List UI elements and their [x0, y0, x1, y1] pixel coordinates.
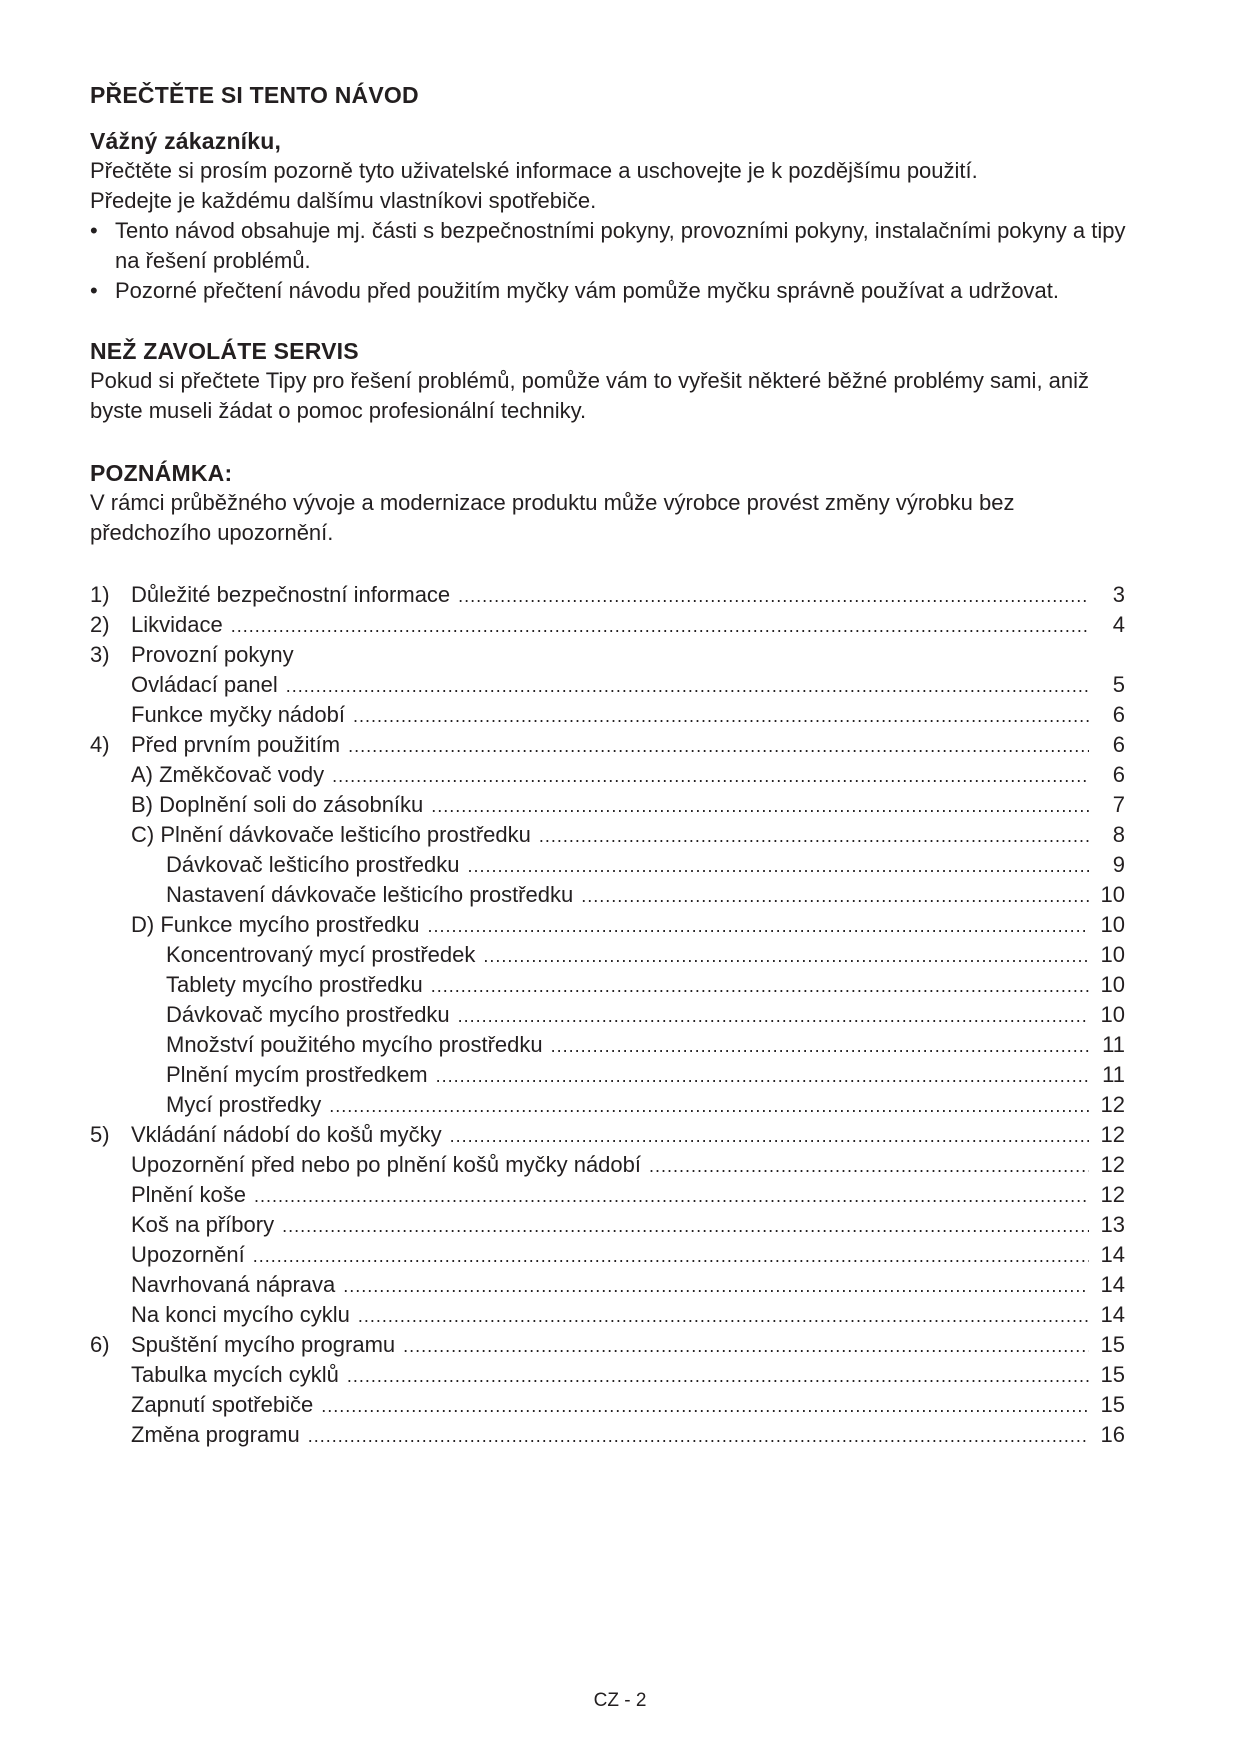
toc-entry: [90, 1420, 1125, 1450]
toc-entry-number: 5): [90, 1122, 110, 1147]
toc-entry: [90, 1210, 1125, 1240]
toc-dot-leader: [649, 1151, 1089, 1181]
toc-entry-page: 3: [1112, 582, 1125, 607]
toc-dot-leader: [308, 1421, 1089, 1451]
toc-dot-leader: [403, 1331, 1089, 1361]
toc-entry-page: 10: [1100, 972, 1125, 997]
toc-entry-page: 12: [1100, 1122, 1125, 1147]
toc-entry: [90, 1360, 1125, 1390]
toc-dot-leader: [458, 1001, 1089, 1031]
toc-entry-number: 3): [90, 642, 110, 667]
toc-dot-leader: [431, 971, 1089, 1001]
toc-dot-leader: [353, 701, 1089, 731]
toc-dot-leader: [347, 1361, 1089, 1391]
toc-entry-title: Množství použitého mycího prostředku: [166, 1032, 543, 1057]
intro-bullet-list: [90, 216, 1130, 306]
toc-entry: [90, 1000, 1125, 1030]
toc-dot-leader: [231, 611, 1089, 641]
toc-dot-leader: [358, 1301, 1089, 1331]
toc-entry: [90, 1150, 1125, 1180]
toc-entry: [90, 1270, 1125, 1300]
toc-entry-title: Upozornění před nebo po plnění košů myčky nádobí: [131, 1152, 641, 1177]
toc-entry-title: Tablety mycího prostředku: [166, 972, 423, 997]
toc-dot-leader: [321, 1391, 1089, 1421]
toc-entry-page: 12: [1100, 1152, 1125, 1177]
toc-dot-leader: [436, 1061, 1089, 1091]
toc-entry-page: 14: [1100, 1272, 1125, 1297]
toc-entry-title: Funkce myčky nádobí: [131, 702, 345, 727]
page-number: CZ - 2: [593, 1690, 647, 1711]
toc-entry-page: 11: [1102, 1032, 1125, 1057]
toc-entry: [90, 820, 1125, 850]
toc-entry-title: Nastavení dávkovače lešticího prostředku: [166, 882, 574, 907]
toc-dot-leader: [428, 911, 1089, 941]
salutation: Vážný zákazníku,: [90, 128, 282, 154]
toc-entry: [90, 970, 1125, 1000]
toc-entry-title: A) Změkčovač vody: [131, 762, 325, 787]
toc-entry: [90, 1090, 1125, 1120]
toc-dot-leader: [254, 1181, 1089, 1211]
toc-entry-title: Plnění koše: [131, 1182, 246, 1207]
toc-entry: [90, 640, 1125, 670]
toc-entry-page: 16: [1100, 1422, 1125, 1447]
toc-entry: [90, 1120, 1125, 1150]
toc-entry-page: 14: [1100, 1242, 1125, 1267]
toc-entry-page: 11: [1102, 1062, 1125, 1087]
toc-entry-page: 15: [1100, 1392, 1125, 1417]
toc-entry: [90, 610, 1125, 640]
toc-entry-title: C) Plnění dávkovače lešticího prostředku: [131, 822, 531, 847]
toc-entry-title: Likvidace: [131, 612, 223, 637]
toc-dot-leader: [551, 1031, 1089, 1061]
intro-line-2: Předejte je každému dalšímu vlastníkovi spotřebiče.: [90, 188, 597, 213]
toc-entry-page: 10: [1100, 912, 1125, 937]
intro-bullet-text: Tento návod obsahuje mj. části s bezpečnostními pokyny, provozními pokyny, instalačními pokyny a tipy na řešení problémů.: [115, 218, 1126, 273]
toc-entry-number: 1): [90, 582, 110, 607]
toc-entry-page: 7: [1112, 792, 1125, 817]
toc-entry-title: Koncentrovaný mycí prostředek: [166, 942, 476, 967]
intro-bullet: [90, 216, 1130, 276]
toc-entry-page: 8: [1112, 822, 1125, 847]
bullet-icon: •: [90, 278, 98, 303]
toc-entry: [90, 790, 1125, 820]
toc-entry-page: 5: [1112, 672, 1125, 697]
toc-entry-page: 15: [1100, 1362, 1125, 1387]
toc-entry: [90, 940, 1125, 970]
toc-entry-title: Ovládací panel: [131, 672, 278, 697]
toc-entry-number: 4): [90, 732, 110, 757]
toc-entry-title: Dávkovač lešticího prostředku: [166, 852, 460, 877]
toc-entry: [90, 1390, 1125, 1420]
toc-entry: [90, 1030, 1125, 1060]
toc-dot-leader: [282, 1211, 1089, 1241]
toc-entry-title: Vkládání nádobí do košů myčky: [131, 1122, 442, 1147]
toc-dot-leader: [431, 791, 1089, 821]
intro-bullet: [90, 276, 1130, 306]
toc-entry-title: Zapnutí spotřebiče: [131, 1392, 314, 1417]
toc-dot-leader: [467, 851, 1089, 881]
intro-line-1: Přečtěte si prosím pozorně tyto uživatelské informace a uschovejte je k pozdějšímu použití.: [90, 158, 978, 183]
toc-entry-title: Koš na příbory: [131, 1212, 275, 1237]
toc-entry-page: 6: [1112, 732, 1125, 757]
toc-entry: [90, 1240, 1125, 1270]
toc-dot-leader: [329, 1091, 1089, 1121]
toc-entry-page: 15: [1100, 1332, 1125, 1357]
toc-entry-title: Důležité bezpečnostní informace: [131, 582, 451, 607]
toc-entry: [90, 760, 1125, 790]
manual-page: [90, 80, 1130, 1450]
service-section: [90, 336, 1130, 426]
toc-entry: [90, 1060, 1125, 1090]
toc-dot-leader: [458, 581, 1089, 611]
toc-entry-page: 6: [1112, 702, 1125, 727]
toc-dot-leader: [450, 1121, 1089, 1151]
toc-entry-number: 6): [90, 1332, 110, 1357]
toc-entry-page: 4: [1112, 612, 1125, 637]
toc-entry-title: Změna programu: [131, 1422, 300, 1447]
toc-entry-number: 2): [90, 612, 110, 637]
toc-entry-title: Provozní pokyny: [131, 642, 294, 667]
toc-entry-page: 10: [1100, 1002, 1125, 1027]
toc-entry-page: 14: [1100, 1302, 1125, 1327]
toc-entry-title: Dávkovač mycího prostředku: [166, 1002, 450, 1027]
toc-entry-page: 10: [1100, 882, 1125, 907]
toc-entry: [90, 1300, 1125, 1330]
note-text: V rámci průběžného vývoje a modernizace produktu může výrobce provést změny výrobku bez předchozího upozornění.: [90, 490, 1015, 545]
toc-entry: [90, 1180, 1125, 1210]
toc-entry: [90, 670, 1125, 700]
intro-section: [90, 126, 1130, 306]
note-section: [90, 458, 1130, 548]
bullet-icon: •: [90, 218, 98, 243]
toc-dot-leader: [286, 671, 1089, 701]
toc-entry-page: 12: [1100, 1182, 1125, 1207]
toc-dot-leader: [483, 941, 1089, 971]
table-of-contents: [90, 580, 1125, 1450]
toc-dot-leader: [348, 731, 1089, 761]
service-text: Pokud si přečtete Tipy pro řešení problémů, pomůže vám to vyřešit některé běžné problémy sami, aniž byste museli žádat o pomoc profesionální techniky.: [90, 368, 1090, 423]
note-heading: POZNÁMKA:: [90, 460, 233, 486]
toc-entry-page: 6: [1112, 762, 1125, 787]
toc-dot-leader: [581, 881, 1089, 911]
toc-entry: [90, 880, 1125, 910]
toc-entry-page: 12: [1100, 1092, 1125, 1117]
service-heading: NEŽ ZAVOLÁTE SERVIS: [90, 338, 359, 364]
toc-entry-title: Před prvním použitím: [131, 732, 341, 757]
toc-entry-page: 9: [1112, 852, 1125, 877]
toc-entry-page: 10: [1100, 942, 1125, 967]
intro-bullet-text: Pozorné přečtení návodu před použitím myčky vám pomůže myčku správně používat a udržovat.: [115, 278, 1060, 303]
toc-entry-title: Navrhovaná náprava: [131, 1272, 336, 1297]
page-title: PŘEČTĚTE SI TENTO NÁVOD: [90, 82, 419, 108]
toc-entry: [90, 910, 1125, 940]
toc-entry: [90, 730, 1125, 760]
toc-dot-leader: [343, 1271, 1089, 1301]
toc-dot-leader: [539, 821, 1089, 851]
toc-entry: [90, 700, 1125, 730]
toc-entry-page: 13: [1100, 1212, 1125, 1237]
toc-entry-title: D) Funkce mycího prostředku: [131, 912, 420, 937]
toc-entry: [90, 580, 1125, 610]
toc-entry-title: B) Doplnění soli do zásobníku: [131, 792, 424, 817]
toc-entry: [90, 1330, 1125, 1360]
toc-entry-title: Plnění mycím prostředkem: [166, 1062, 428, 1087]
toc-entry-title: Tabulka mycích cyklů: [131, 1362, 339, 1387]
toc-entry-title: Na konci mycího cyklu: [131, 1302, 350, 1327]
toc-entry-title: Mycí prostředky: [166, 1092, 322, 1117]
toc-dot-leader: [332, 761, 1089, 791]
toc-entry-title: Spuštění mycího programu: [131, 1332, 396, 1357]
toc-dot-leader: [253, 1241, 1089, 1271]
toc-entry: [90, 850, 1125, 880]
toc-entry-title: Upozornění: [131, 1242, 245, 1267]
